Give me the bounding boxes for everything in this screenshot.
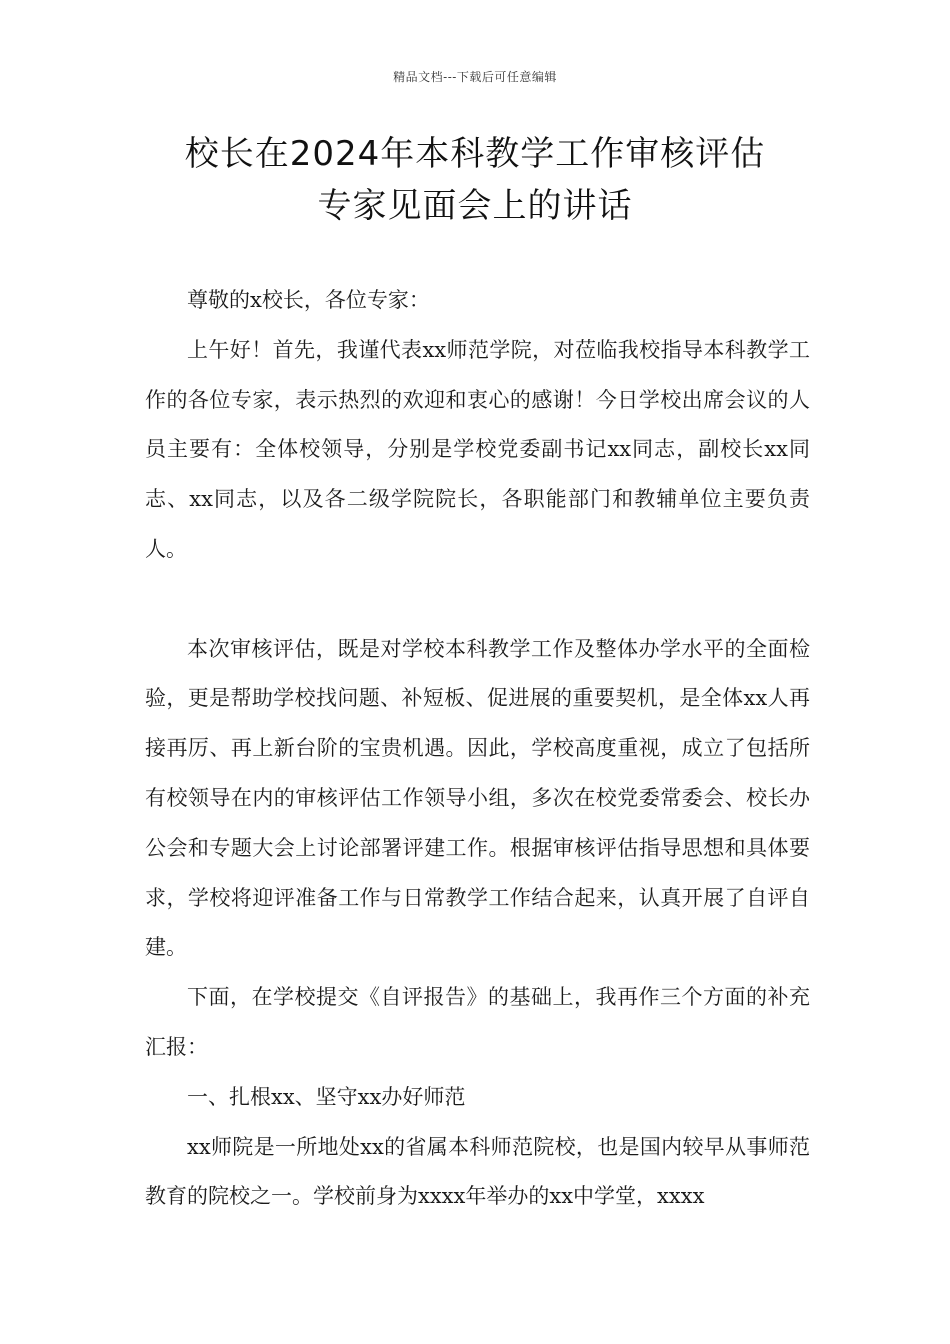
paragraph-3: 下面，在学校提交《自评报告》的基础上，我再作三个方面的补充汇报： <box>145 985 810 1059</box>
document-body <box>145 276 810 1222</box>
header-note: 精品文档---下载后可任意编辑 <box>393 70 557 84</box>
paragraph-2: 本次审核评估，既是对学校本科教学工作及整体办学水平的全面检验，更是帮助学校找问题、补短板、促进展的重要契机，是全体xx人再接再厉、再上新台阶的宝贵机遇。因此，学校高度重视，成立了包括所有校领导在内的审核评估工作领导小组，多次在校党委常委会、校长办公会和专题大会上讨论部署评建工作。根据审核评估指导思想和具体要求，学校将迎评准备工作与日常教学工作结合起来，认真开展了自评自建。 <box>145 636 810 960</box>
title-line-1: 校长在2024年本科教学工作审核评估 <box>184 134 766 174</box>
greeting-paragraph: 尊敬的x校长，各位专家： <box>187 288 430 312</box>
paragraph-1: 上午好！首先，我谨代表xx师范学院，对莅临我校指导本科教学工作的各位专家，表示热烈的欢迎和衷心的感谢！今日学校出席会议的人员主要有：全体校领导，分别是学校党委副书记xx同志，副校长xx同志、xx同志，以及各二级学院院长，各职能部门和教辅单位主要负责人。 <box>145 337 810 561</box>
document-title <box>120 128 830 232</box>
title-line-2: 专家见面会上的讲话 <box>317 186 633 226</box>
blank-line <box>145 575 810 625</box>
section-heading-1: 一、扎根xx、坚守xx办好师范 <box>187 1084 466 1109</box>
paragraph-4: xx师院是一所地处xx的省属本科师范院校，也是国内较早从事师范教育的院校之一。学校前身为xxxx年举办的xx中学堂，xxxx <box>145 1134 810 1209</box>
